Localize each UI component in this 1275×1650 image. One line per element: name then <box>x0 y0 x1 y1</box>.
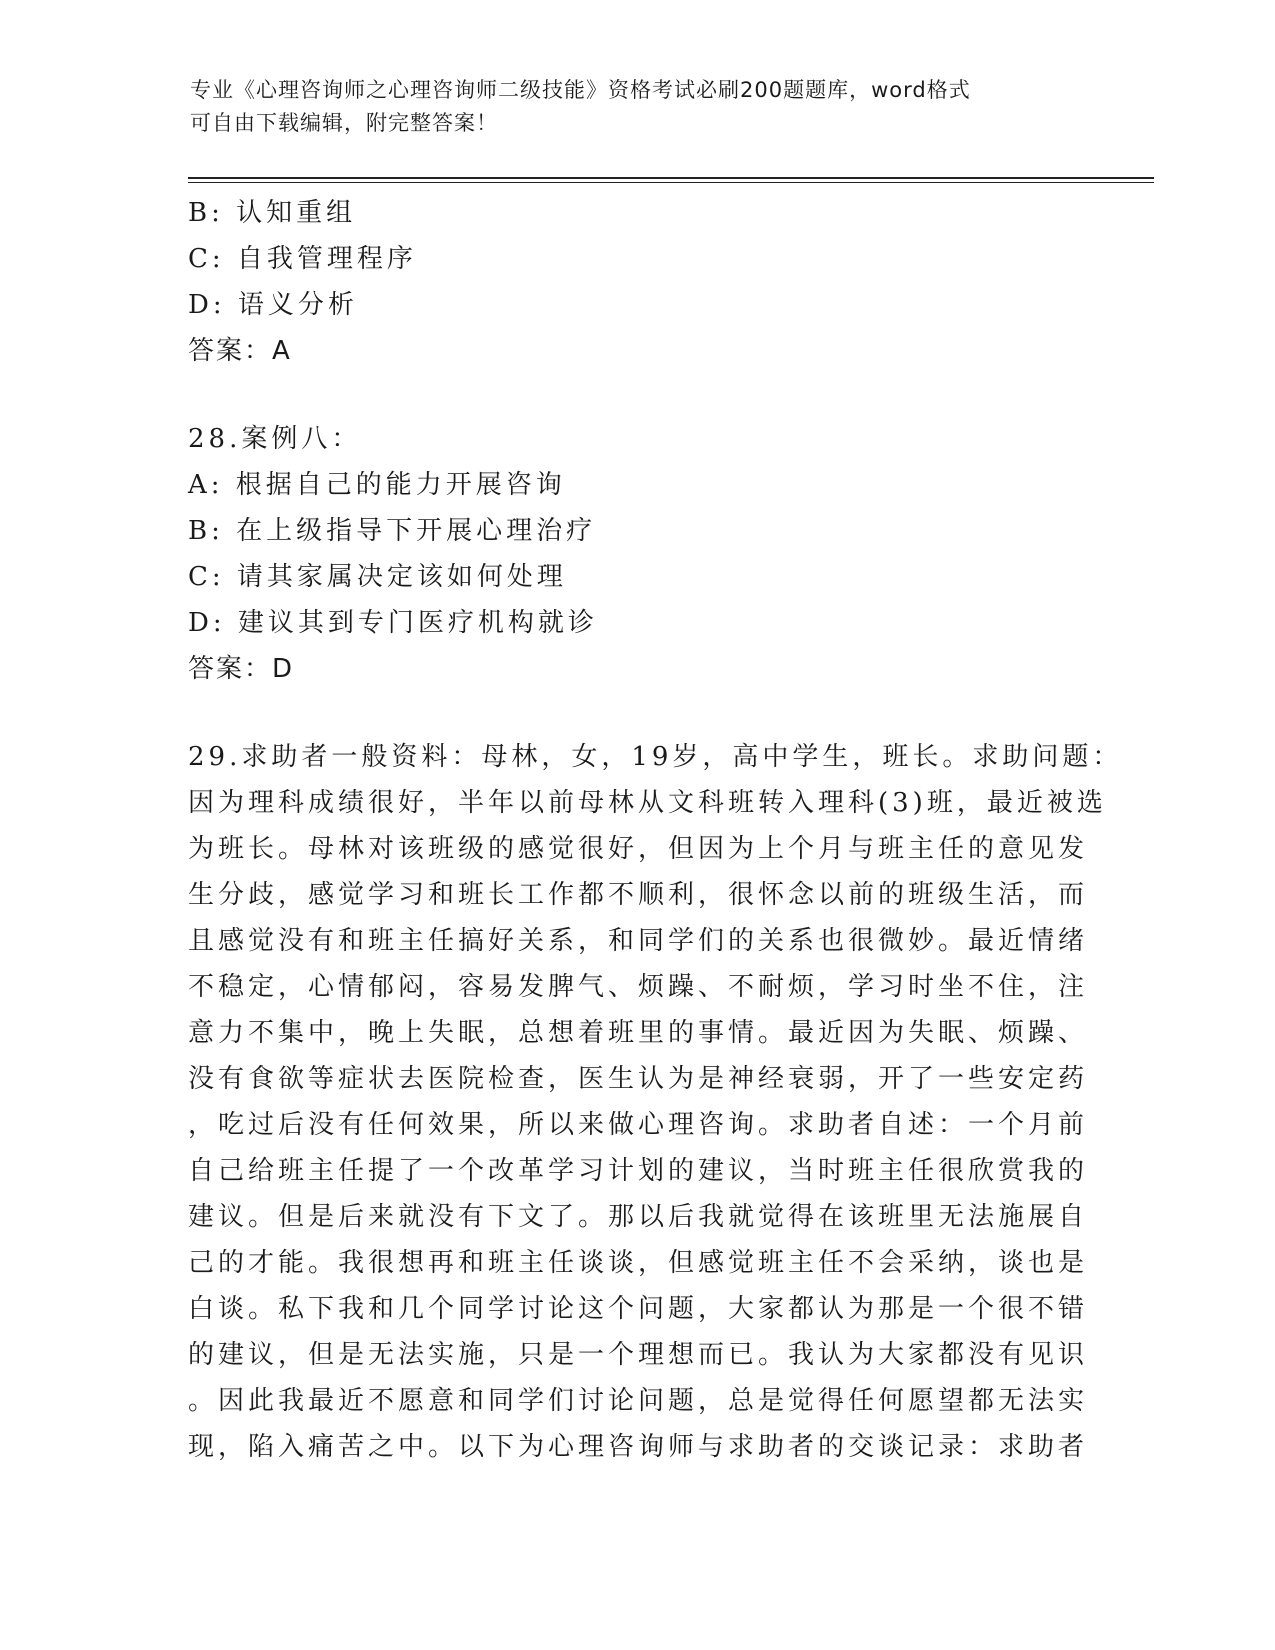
paragraph-line: 且感觉没有和班主任搞好关系，和同学们的关系也很微妙。最近情绪 <box>188 926 1089 956</box>
answer-line: 答案：D <box>188 654 295 684</box>
paragraph-line: 不稳定，心情郁闷，容易发脾气、烦躁、不耐烦，学习时坐不住，注 <box>188 972 1089 1002</box>
document-header <box>190 74 1090 140</box>
paragraph-line: 建议。但是后来就没有下文了。那以后我就觉得在该班里无法施展自 <box>188 1202 1089 1232</box>
document-body <box>188 190 1123 1470</box>
spacer <box>188 374 1088 416</box>
paragraph-line: 白谈。私下我和几个同学讨论这个问题，大家都认为那是一个很不错 <box>188 1294 1089 1324</box>
option-d: D: 语义分析 <box>188 290 358 320</box>
answer-line: 答案：A <box>188 336 292 366</box>
header-line-1: 专业《心理咨询师之心理咨询师二级技能》资格考试必刷200题题库，word格式 <box>190 78 971 102</box>
option-c: C: 自我管理程序 <box>188 244 417 274</box>
question-title: 28.案例八： <box>188 424 362 454</box>
paragraph-line: 为班长。母林对该班级的感觉很好，但因为上个月与班主任的意见发 <box>188 834 1089 864</box>
question-29-block <box>188 734 1123 1470</box>
paragraph-line: 自己给班主任提了一个改革学习计划的建议，当时班主任很欣赏我的 <box>188 1156 1089 1186</box>
paragraph-line: 生分歧，感觉学习和班长工作都不顺利，很怀念以前的班级生活，而 <box>188 880 1089 910</box>
spacer <box>188 692 1088 734</box>
paragraph-line: 己的才能。我很想再和班主任谈谈，但感觉班主任不会采纳，谈也是 <box>188 1248 1089 1278</box>
option-a: A: 根据自己的能力开展咨询 <box>188 470 566 500</box>
header-line-2: 可自由下载编辑，附完整答案！ <box>190 111 498 135</box>
paragraph-line: 因为理科成绩很好，半年以前母林从文科班转入理科(3)班，最近被选 <box>188 788 1107 818</box>
question-27-block <box>188 190 1088 374</box>
header-divider-thin <box>188 182 1154 183</box>
paragraph-line: 意力不集中，晚上失眠，总想着班里的事情。最近因为失眠、烦躁、 <box>188 1018 1089 1048</box>
paragraph-line: 。因此我最近不愿意和同学们讨论问题，总是觉得任何愿望都无法实 <box>188 1386 1089 1416</box>
paragraph-line: 现，陷入痛苦之中。以下为心理咨询师与求助者的交谈记录：求助者 <box>188 1432 1089 1462</box>
question-28-block <box>188 416 1088 692</box>
paragraph-line: 的建议，但是无法实施，只是一个理想而已。我认为大家都没有见识 <box>188 1340 1089 1370</box>
paragraph-line: ，吃过后没有任何效果，所以来做心理咨询。求助者自述：一个月前 <box>188 1110 1089 1140</box>
paragraph-line: 29.求助者一般资料：母林，女，19岁，高中学生，班长。求助问题： <box>188 742 1123 772</box>
header-divider-thick <box>188 177 1154 179</box>
option-d: D: 建议其到专门医疗机构就诊 <box>188 608 598 638</box>
option-b: B: 在上级指导下开展心理治疗 <box>188 516 597 546</box>
option-b: B: 认知重组 <box>188 198 357 228</box>
option-c: C: 请其家属决定该如何处理 <box>188 562 567 592</box>
paragraph-line: 没有食欲等症状去医院检查，医生认为是神经衰弱，开了一些安定药 <box>188 1064 1089 1094</box>
